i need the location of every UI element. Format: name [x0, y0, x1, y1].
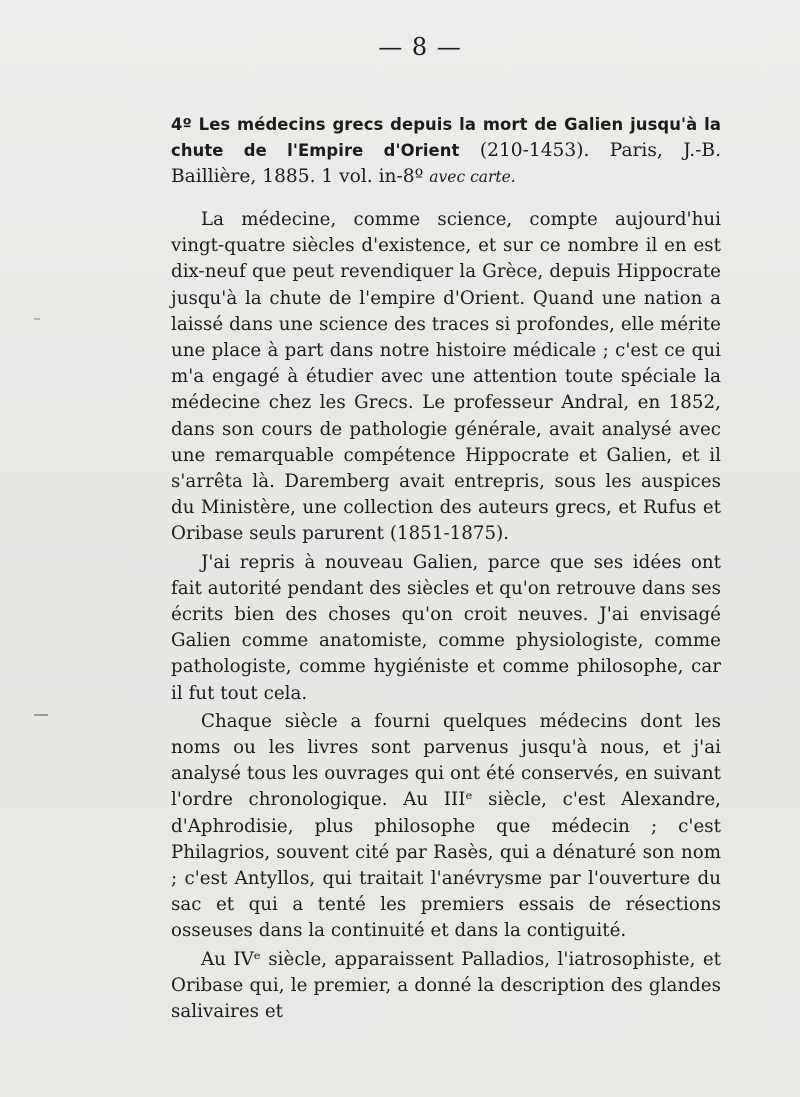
margin-mark	[34, 714, 48, 716]
body-paragraph: Au IVᵉ siècle, apparaissent Palladios, l'iatrosophiste, et Oribase qui, le premier, a donné la description des glandes salivaires et	[171, 948, 721, 1023]
margin-mark	[34, 318, 40, 320]
book-title: 4º Les médecins grecs depuis la mort de Galien jusqu'à la chute de l'Empire d'Orient	[171, 115, 721, 160]
page-content	[171, 112, 721, 1025]
body-paragraph: Chaque siècle a fourni quelques médecins dont les noms ou les livres sont parvenus jusqu'à nous, et j'ai analysé tous les ouvrages qui ont été conservés, en suivant l'ordre chronologique. Au IIIᵉ siècle, c'est Alexandre, d'Aphrodisie, plus philosophe que médecin ; c'est Philagrios, souvent cité par Rasès, qui a dénaturé son nom ; c'est Antyllos, qui traitait l'anévrysme par l'ouverture du sac et qui a tenté les premiers essais de résections osseuses dans la continuité et dans la contiguité.	[171, 710, 721, 942]
bibliography-entry	[171, 112, 721, 190]
publication-details: (210-1453). Paris, J.-B. Baillière, 1885. 1 vol. in-8º	[171, 140, 721, 187]
publication-note: avec carte.	[429, 168, 516, 186]
body-paragraph: La médecine, comme science, compte aujourd'hui vingt-quatre siècles d'existence, et sur ce nombre il en est dix-neuf que peut revendiquer la Grèce, depuis Hippocrate jusqu'à la chute de l'empire d'Orient. Quand une nation a laissé dans une science des traces si profondes, elle mérite une place à part dans notre histoire médicale ; c'est ce qui m'a engagé à étudier avec une attention toute spéciale la médecine chez les Grecs. Le professeur Andral, en 1852, dans son cours de pathologie générale, avait analysé avec une remarquable compétence Hippocrate et Galien, et il s'arrêta là. Daremberg avait entrepris, sous les auspices du Ministère, une collection des auteurs grecs, et Rufus et Oribase seuls parurent (1851-1875).	[171, 209, 721, 545]
page-number: — 8 —	[378, 33, 462, 61]
body-paragraph: J'ai repris à nouveau Galien, parce que ses idées ont fait autorité pendant des siècles et qu'on retrouve dans ses écrits bien des choses qu'on croit neuves. J'ai envisagé Galien comme anatomiste, comme physiologiste, comme pathologiste, comme hygiéniste et comme philosophe, car il fut tout cela.	[171, 551, 721, 704]
